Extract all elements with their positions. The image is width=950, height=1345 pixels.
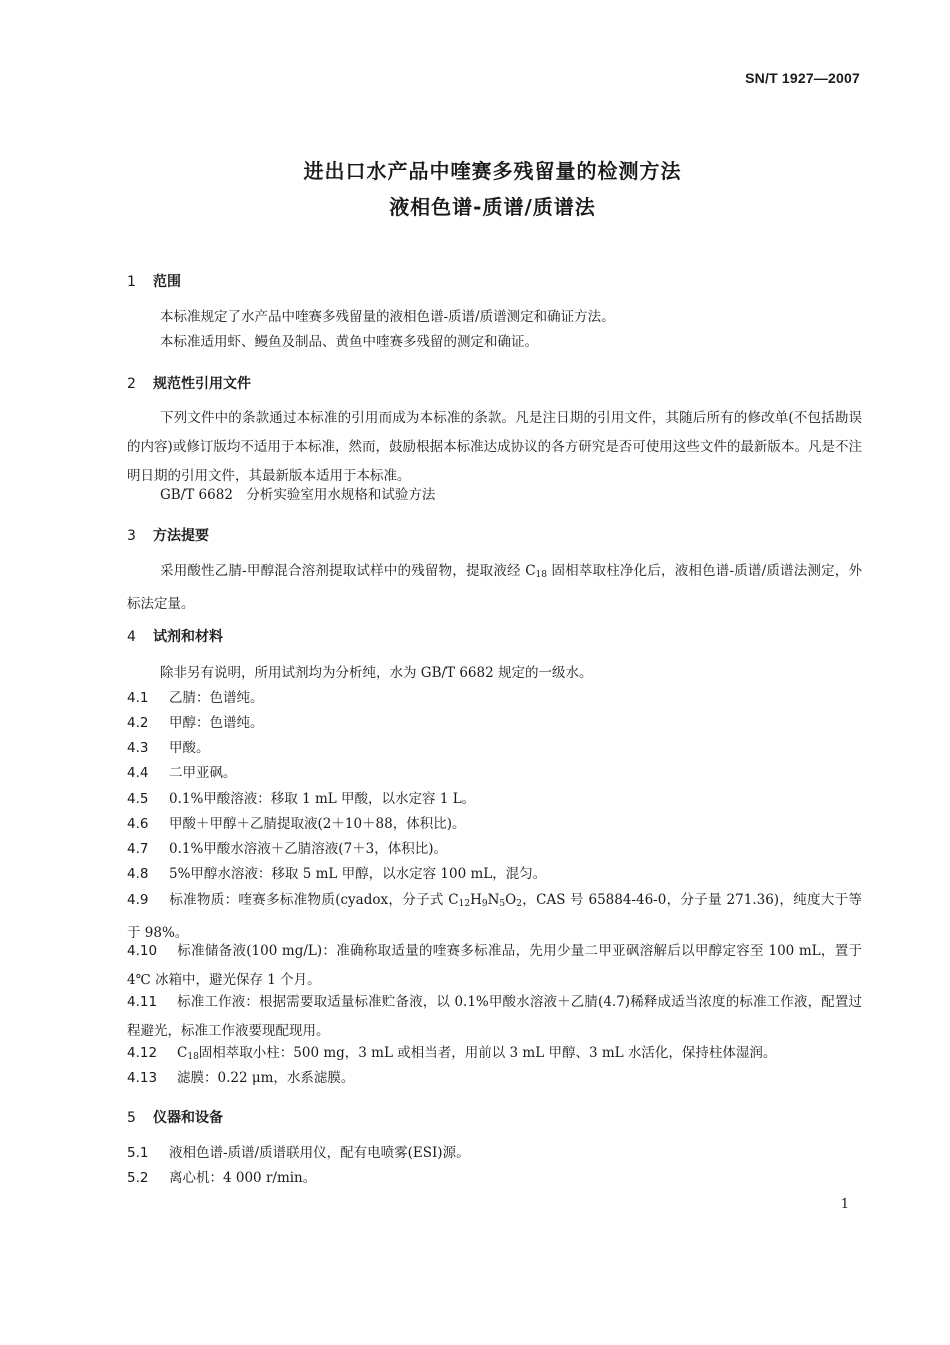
paragraph: 下列文件中的条款通过本标准的引用而成为本标准的条款。凡是注日期的引用文件，其随后所有的修改单(不包括勘误的内容)或修订版均不适用于本标准，然而，鼓励根据本标准达成协议的各方研究是否可使用这些文件的最新版本。凡是不注明日期的引用文件，其最新版本适用于本标准。 [127, 410, 862, 484]
list-item: 4.12 $C_{18}$固相萃取小柱：500 mg，3 mL 或相当者，用前以 3 mL 甲醇、3 mL 水活化，保持柱体湿润。 [127, 1045, 777, 1062]
section-heading-scope: 1 范围 [127, 274, 181, 290]
list-item: 4.8 5%甲醇水溶液：移取 5 mL 甲醇，以水定容 100 mL，混匀。 [127, 866, 547, 882]
section-heading-reagents: 4 试剂和材料 [127, 629, 223, 645]
section-heading-method-summary: 3 方法提要 [127, 528, 209, 544]
list-item: 4.7 0.1%甲酸水溶液＋乙腈溶液(7＋3，体积比)。 [127, 841, 448, 857]
list-item: 4.5 0.1%甲酸溶液：移取 1 mL 甲酸，以水定容 1 L。 [127, 791, 476, 807]
paragraph: 采用酸性乙腈-甲醇混合溶剂提取试样中的残留物，提取液经 $C_{18}$ 固相萃取柱净化后，液相色谱-质谱/质谱法测定，外标法定量。 [127, 563, 862, 612]
list-item: 4.10 标准储备液(100 mg/L)：准确称取适量的喹赛多标准品，先用少量二甲亚砜溶解后以甲醇定容至 100 mL，置于 4℃ 冰箱中，避光保存 1 个月。 [127, 943, 862, 988]
list-item: 4.4 二甲亚砜。 [127, 765, 237, 781]
reference-entry: GB/T 6682 分析实验室用水规格和试验方法 [160, 487, 436, 503]
list-item: 4.13 滤膜：0.22 μm，水系滤膜。 [127, 1070, 355, 1086]
list-item: 4.9 标准物质：喹赛多标准物质(cyadox，分子式 $C_{12}H_9N_5O_2$，CAS 号 65884-46-0，分子量 271.36)，纯度大于等于 98%。 [127, 892, 862, 941]
page-number: 1 [840, 1197, 849, 1212]
list-item: 4.2 甲醇：色谱纯。 [127, 715, 264, 731]
section-heading-apparatus: 5 仪器和设备 [127, 1110, 223, 1126]
section-heading-normative-references: 2 规范性引用文件 [127, 376, 251, 392]
list-item: 4.6 甲酸＋甲醇＋乙腈提取液(2＋10＋88，体积比)。 [127, 816, 466, 832]
document-title-line2: 液相色谱-质谱/质谱法 [389, 195, 596, 219]
list-item: 4.1 乙腈：色谱纯。 [127, 690, 264, 706]
paragraph: 本标准规定了水产品中喹赛多残留量的液相色谱-质谱/质谱测定和确证方法。 [160, 309, 615, 325]
paragraph: 除非另有说明，所用试剂均为分析纯，水为 GB/T 6682 规定的一级水。 [160, 665, 593, 681]
paragraph: 本标准适用虾、鳗鱼及制品、黄鱼中喹赛多残留的测定和确证。 [160, 334, 538, 350]
list-item: 4.11 标准工作液：根据需要取适量标准贮备液，以 0.1%甲酸水溶液＋乙腈(4.7)稀释成适当浓度的标准工作液，配置过程避光，标准工作液要现配现用。 [127, 994, 862, 1039]
standard-number: SN/T 1927—2007 [745, 70, 860, 86]
document-title-line1: 进出口水产品中喹赛多残留量的检测方法 [303, 159, 682, 183]
list-item: 5.2 离心机：4 000 r/min。 [127, 1170, 317, 1186]
list-item: 5.1 液相色谱-质谱/质谱联用仪，配有电喷雾(ESI)源。 [127, 1145, 470, 1161]
list-item: 4.3 甲酸。 [127, 740, 210, 756]
